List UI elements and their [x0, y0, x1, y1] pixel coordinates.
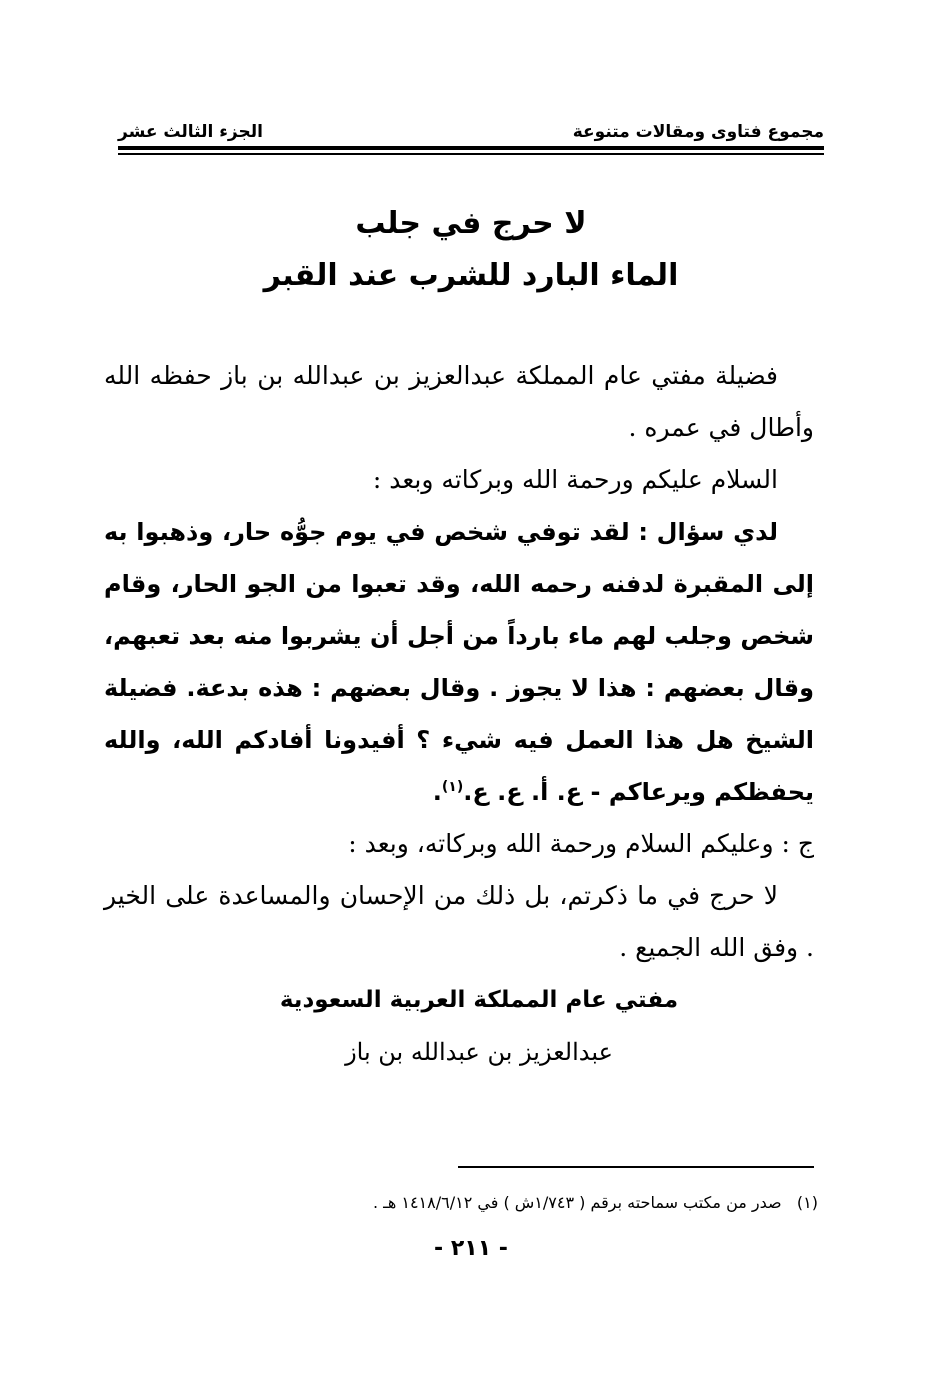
answer-paragraph: لا حرج في ما ذكرتم، بل ذلك من الإحسان والمساعدة على الخير . وفق الله الجميع . [104, 881, 814, 962]
page-number: - ٢١١ - [434, 1236, 508, 1261]
footnote-marker: (١) [441, 779, 464, 795]
addressee-paragraph: فضيلة مفتي عام المملكة عبدالعزيز بن عبدالله بن باز حفظه الله وأطال في عمره . [104, 361, 814, 442]
question-paragraph: لدي سؤال : لقد توفي شخص في يوم جوُّه حار، وذهبوا به إلى المقبرة لدفنه رحمه الله، وقد تعبوا من الجو الحار، وقام شخص وجلب لهم ماء بارداً من أجل أن يشربوا منه بعد تعبهم، وقال بعضهم : هذا لا يجوز . وقال بعضهم : هذه بدعة. فضيلة الشيخ هل هذا العمل فيه شيء ؟ أفيدونا أفادكم الله، والله يحفظكم ويرعاكم - ع. أ. ع. ع.$^{(١)}$. [104, 518, 814, 806]
header-rule-thick [118, 146, 824, 150]
running-header [118, 112, 824, 142]
article-title [118, 198, 824, 302]
title-line-2: الماء البارد للشرب عند القبر [263, 258, 679, 293]
signer-title: مفتي عام المملكة العربية السعودية [279, 987, 679, 1013]
article-body [104, 350, 814, 1078]
book-title: مجموع فتاوى ومقالات متنوعة [572, 122, 824, 142]
footnote-number: (١) [796, 1193, 818, 1212]
signature-initials: ع. أ. ع. ع. [463, 778, 583, 806]
title-line-1: لا حرج في جلب [355, 206, 587, 241]
volume-label: الجزء الثالث عشر [118, 122, 263, 142]
footnote [118, 1190, 818, 1216]
header-rule-thin [118, 153, 824, 155]
signer-name: عبدالعزيز بن عبدالله بن باز [345, 1038, 613, 1066]
footnote-text: صدر من مكتب سماحته برقم ( ١/٧٤٣ش ) في ١٤١٨/٦/١٢ هـ . [372, 1193, 782, 1212]
footnote-rule [458, 1166, 814, 1168]
greeting-paragraph: السلام عليكم ورحمة الله وبركاته وبعد : [372, 465, 778, 494]
answer-greeting-paragraph: ج : وعليكم السلام ورحمة الله وبركاته، وبعد : [348, 829, 814, 858]
question-text: لدي سؤال : لقد توفي شخص في يوم جوُّه حار، وذهبوا به إلى المقبرة لدفنه رحمه الله، وقد تعبوا من الجو الحار، وقام شخص وجلب لهم ماء بارداً من أجل أن يشربوا منه بعد تعبهم، وقال بعضهم : هذا لا يجوز . وقال بعضهم : هذه بدعة. فضيلة الشيخ هل هذا العمل فيه شيء ؟ أفيدونا أفادكم الله، والله يحفظكم ويرعاكم - [104, 518, 814, 806]
